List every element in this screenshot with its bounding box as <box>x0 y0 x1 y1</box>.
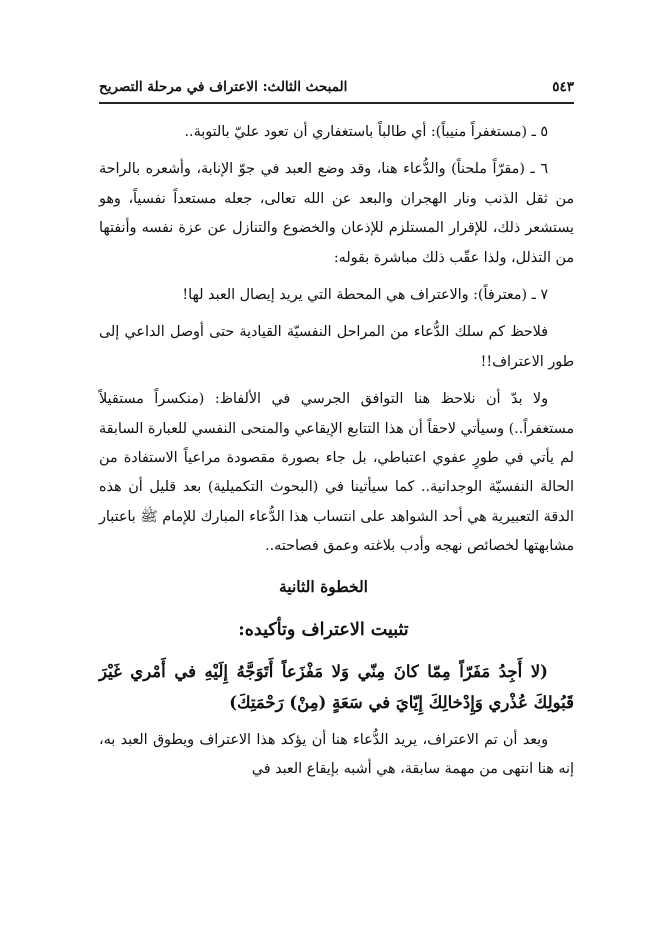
section-heading: الخطوة الثانية <box>278 576 368 596</box>
section-subheading: تثبيت الاعتراف وتأكيده: <box>238 619 409 640</box>
paragraph-phonetic-harmony: ولا بدّ أن نلاحظ هنا التوافق الجرسي في الألفاظ: (منكسراً مستقيلاً مستغفراً..) وسيأتي لاحقاً أن هذا التتابع الإيقاعي والمنحى النفسي للعبارة السابقة لم يأتي في طورٍ عفوي اعتباطي، بل جاء بصورة مقصودة مراعياً الاستفادة من الحالة النفسيّة الوجدانية.. كما سيأتينا في (البحوث التكميلية) بعد قليل أن هذه الدقة التعبيرية هي أحد الشواهد على انتساب هذا الدُّعاء المبارك للإمام ﷺ باعتبار مشابهتها لخصائص نهجه وأدب بلاغته وعمق فصاحته.. <box>99 391 574 555</box>
page-body <box>99 118 574 793</box>
running-header <box>99 72 574 104</box>
paragraph-closing: وبعد أن تم الاعتراف، يريد الدُّعاء هنا أن يؤكد هذا الاعتراف ويطوق العبد به، إنه هنا انتهى من مهمة سابقة، هي أشبه بإيقاع العبد في <box>99 731 574 778</box>
paragraph-observation: فلاحظ كم سلك الدُّعاء من المراحل النفسيّة القيادية حتى أوصل الداعي إلى طور الاعتراف!! <box>99 324 574 370</box>
supplication-quote: (لا أَجِدُ مَفَرّاً مِمّا كانَ مِنّي وَلا مَفْزَعاً أَتَوَجَّهُ إِلَيْهِ في أَمْري غَيْرَ قَبُولِكَ عُذْري وَإِدْخالِكَ إِيّايَ في سَعَةٍ (مِنْ) رَحْمَتِكَ) <box>99 661 574 712</box>
paragraph-item-6: ٦ ـ (مقرّاً ملحناً) والدُّعاء هنا، وقد وضع العبد في جوّ الإنابة، وأشعره بالراحة من ثقل الذنب ونار الهجران والبعد عن الله تعالى، جعله مستعداً نفسياً، وهو يستشعر ذلك، للإقرار المستلزم للإذعان والخضوع والتنازل عن عزة نفسه وأنفتها من التذلل، ولذا عقّب ذلك مباشرة بقوله: <box>99 161 574 266</box>
header-title: المبحث الثالث: الاعتراف في مرحلة التصريح <box>99 79 348 95</box>
page-number: ٥٤٣ <box>552 79 574 95</box>
paragraph-item-7: ٧ ـ (معترفاً): والاعتراف هي المحطة التي يريد إيصال العبد لها! <box>182 287 548 304</box>
paragraph-item-5: ٥ ـ (مستغفراً منيباً): أي طالباً باستغفاري أن تعود عليّ بالتوبة.. <box>184 124 548 140</box>
